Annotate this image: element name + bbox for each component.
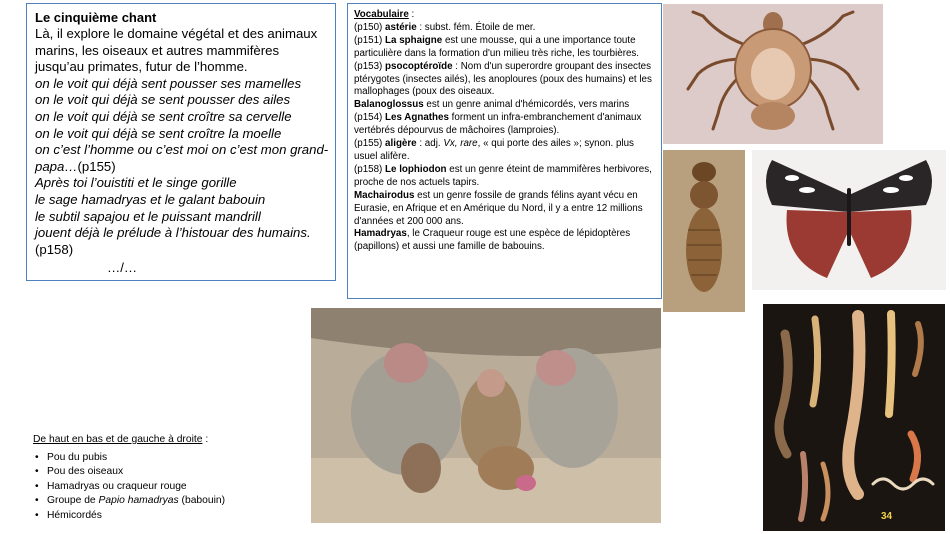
entry-term: psocoptéroïde	[385, 60, 453, 72]
legend-item	[33, 494, 225, 509]
entry-definition: , « qui porte des ailes »; synon. plus usuel alifère.	[354, 138, 634, 162]
entry-ref: (p153)	[354, 60, 386, 72]
vocab-entry	[354, 99, 655, 112]
vocabulary-panel	[347, 3, 662, 299]
entry-definition: est un genre fossile de grands félins ayant vécu en Eurasie, en Afrique et en Amérique du Nord, il y a entre 12 millions d'années et 200 000 ans.	[354, 189, 643, 227]
legend-title-colon: :	[202, 434, 209, 445]
entry-definition: , le Craqueur rouge est une espèce de lépidoptères (papillons) et aussi une famille de babouins.	[354, 228, 631, 253]
entry-definition: : adj.	[416, 138, 444, 150]
poem-line: Après toi l’ouistiti et le singe gorille	[35, 175, 237, 191]
vocab-entry	[354, 190, 655, 229]
entry-term: Les Agnathes	[385, 112, 449, 124]
entry-definition: forment un infra-embranchement d'animaux vertébrés dépourvus de mâchoires (lamproies).	[354, 112, 642, 137]
entry-definition: : subst. fém. Étoile de mer.	[416, 21, 536, 33]
poem-line: jouent déjà le prélude à l’histouar des humains.	[35, 225, 311, 241]
entry-term: aligère	[385, 138, 417, 150]
photo-hamadryas-butterfly	[752, 150, 946, 290]
legend-title: De haut en bas et de gauche à droite	[33, 434, 203, 445]
vocab-entry	[354, 22, 655, 35]
vocab-entry	[354, 164, 655, 190]
legend-item-text: Groupe de	[47, 495, 99, 506]
entry-term: Balanoglossus	[354, 99, 424, 111]
vocab-entry	[354, 35, 655, 61]
entry-term: astérie	[385, 21, 417, 33]
entry-ref: (p155)	[354, 138, 386, 150]
continuation-mark: …/…	[107, 260, 138, 276]
poem-intro: Là, il explore le domaine végétal et des animaux marins, les oiseaux et autres mammifères jusqu’au primates, futur de l’homme.	[35, 26, 318, 75]
legend-item: • Pou des oiseaux	[33, 465, 225, 480]
entry-term: Le lophiodon	[385, 163, 447, 175]
vocab-entry	[354, 61, 655, 100]
poem-line: on le voit qui déjà se sent pousser des ailes	[35, 92, 291, 108]
entry-definition-italic: Vx, rare	[443, 138, 478, 150]
legend-item-species: Papio hamadryas	[98, 495, 179, 506]
entry-definition: est une mousse, qui a une importance toute particulière dans la formation d'un milieu très riche, les tourbières.	[354, 34, 640, 59]
entry-ref: (p154)	[354, 112, 386, 124]
poem-line: on c’est l’homme ou c’est moi on c’est mon grand-	[35, 142, 329, 158]
vocabulary-title-colon: :	[408, 9, 415, 20]
poem-title: Le cinquième chant	[35, 10, 157, 25]
poem-line: on le voit qui déjà sent pousser ses mamelles	[35, 75, 302, 91]
photo-hemichordates-plate	[763, 304, 945, 531]
entry-term: La sphaigne	[385, 34, 443, 46]
entry-definition: est un genre éteint de mammifères herbivores, proche de nos actuels tapirs.	[354, 163, 652, 188]
entry-definition: : Nom d'un superordre groupant des insectes ptérygotes (insectes ailés), les anoploures (poux des humains) et les mallophages (poux des oiseaux.	[354, 60, 652, 98]
vocab-entry	[354, 228, 655, 254]
entry-term: Hamadryas	[354, 228, 407, 240]
entry-ref: (p151)	[354, 34, 386, 46]
vocab-entry	[354, 112, 655, 138]
vocab-entry	[354, 138, 655, 164]
photo-baboon-group	[311, 308, 661, 523]
entry-ref: (p158)	[354, 163, 386, 175]
poem-line: le subtil sapajou et le puissant mandrill	[35, 208, 261, 224]
poem-line: on le voit qui déjà se sent croître sa cervelle	[35, 108, 292, 124]
poem-line	[35, 159, 327, 176]
legend-list	[33, 451, 225, 524]
legend-item: • Hamadryas ou craqueur rouge	[33, 480, 225, 495]
entry-ref: (p150)	[354, 21, 386, 33]
image-legend	[33, 433, 225, 523]
poem-line: le sage hamadryas et le galant babouin	[35, 191, 266, 207]
poem-line-papa: papa…	[35, 158, 78, 174]
entry-term: Machairodus	[354, 189, 415, 201]
plate-number: 34	[881, 511, 893, 522]
page-ref: (p158)	[35, 241, 74, 257]
legend-item-text: (babouin)	[178, 495, 226, 506]
legend-item: • Pou du pubis	[33, 451, 225, 466]
entry-definition: est un genre animal d'hémicordés, vers marins	[423, 99, 630, 111]
poem-line: on le voit qui déjà se sent croître la moelle	[35, 125, 282, 141]
photo-bird-louse	[663, 150, 745, 312]
vocabulary-title: Vocabulaire	[354, 9, 409, 20]
page-ref: (p155)	[77, 158, 116, 174]
poem-panel	[26, 3, 336, 281]
photo-pubic-louse	[663, 4, 883, 144]
legend-item: • Hémicordés	[33, 509, 225, 524]
